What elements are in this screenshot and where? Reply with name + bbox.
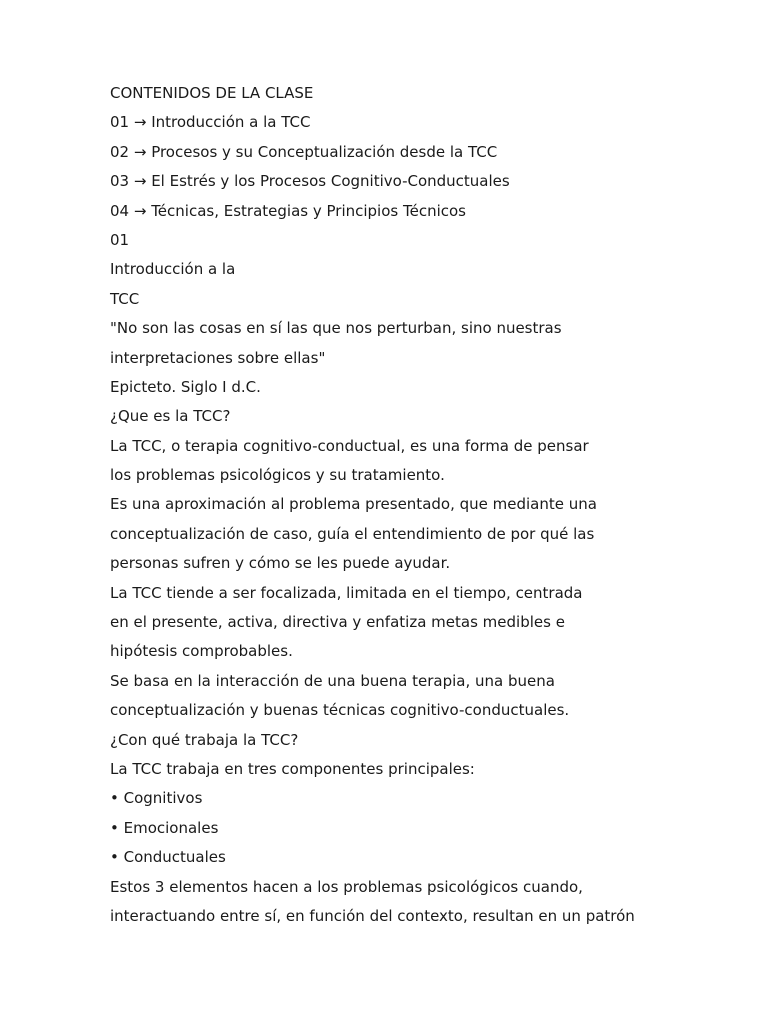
paragraph-line: Se basa en la interacción de una buena terapia, una buena — [110, 671, 555, 690]
paragraph-line: La TCC trabaja en tres componentes principales: — [110, 759, 475, 778]
paragraph-line: hipótesis comprobables. — [110, 642, 293, 661]
section-heading: CONTENIDOS DE LA CLASE — [110, 84, 314, 102]
quote-line: "No son las cosas en sí las que nos perturban, sino nuestras — [110, 319, 562, 338]
contents-item-01: 01 → Introducción a la TCC — [110, 113, 311, 132]
paragraph-line: La TCC, o terapia cognitivo-conductual, es una forma de pensar — [110, 436, 589, 455]
paragraph-line: Es una aproximación al problema presentado, que mediante una — [110, 495, 597, 514]
bullet-item: • Emocionales — [110, 818, 219, 837]
contents-item-04: 04 → Técnicas, Estrategias y Principios Técnicos — [110, 201, 466, 220]
document-page — [110, 79, 710, 931]
paragraph-line: personas sufren y cómo se les puede ayudar. — [110, 554, 451, 573]
quote-line: interpretaciones sobre ellas" — [110, 348, 326, 367]
paragraph-line: La TCC tiende a ser focalizada, limitada en el tiempo, centrada — [110, 583, 583, 602]
section-title-line: Introducción a la — [110, 260, 236, 279]
question-heading: ¿Con qué trabaja la TCC? — [110, 730, 299, 749]
paragraph-line: los problemas psicológicos y su tratamiento. — [110, 466, 445, 485]
quote-attribution: Epicteto. Siglo I d.C. — [110, 377, 261, 396]
contents-item-02: 02 → Procesos y su Conceptualización desde la TCC — [110, 142, 498, 161]
paragraph-line: conceptualización y buenas técnicas cognitivo-conductuales. — [110, 701, 570, 720]
paragraph-line: en el presente, activa, directiva y enfatiza metas medibles e — [110, 613, 565, 632]
question-heading: ¿Que es la TCC? — [110, 407, 231, 426]
bullet-item: • Cognitivos — [110, 789, 203, 808]
contents-item-03: 03 → El Estrés y los Procesos Cognitivo-Conductuales — [110, 172, 510, 191]
section-number: 01 — [110, 230, 130, 249]
paragraph-line: interactuando entre sí, en función del contexto, resultan en un patrón — [110, 906, 635, 925]
paragraph-line: conceptualización de caso, guía el entendimiento de por qué las — [110, 524, 595, 543]
bullet-item: • Conductuales — [110, 848, 226, 867]
section-title-line: TCC — [110, 289, 140, 308]
paragraph-line: Estos 3 elementos hacen a los problemas psicológicos cuando, — [110, 877, 583, 896]
